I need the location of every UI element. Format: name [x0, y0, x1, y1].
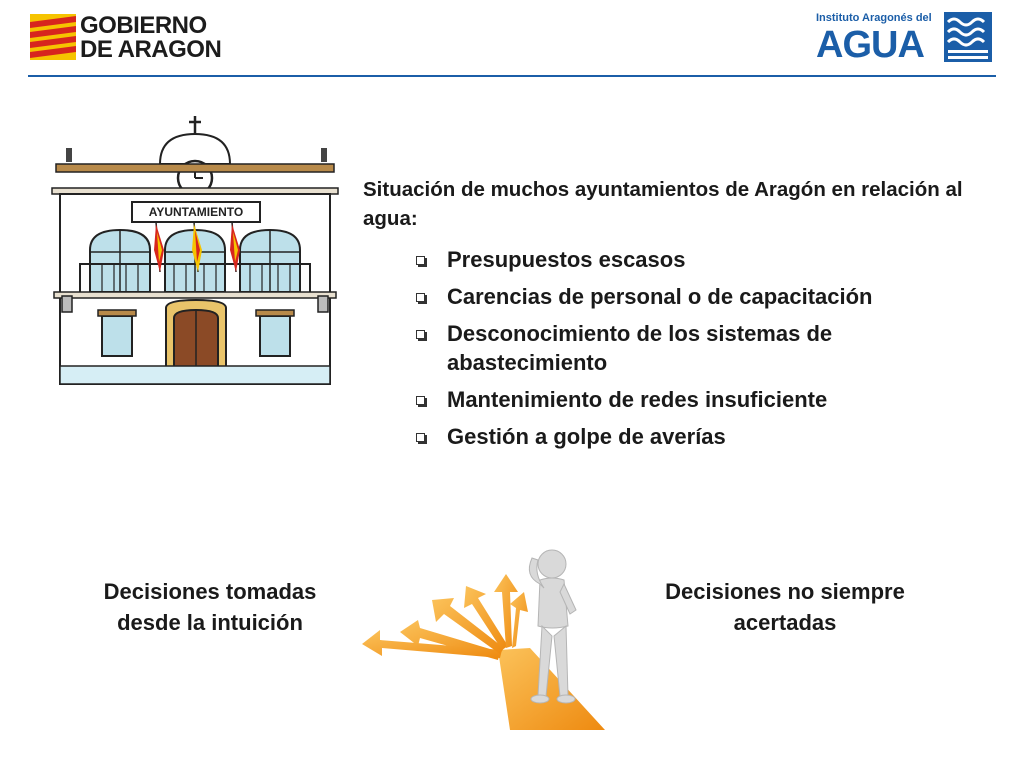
list-item-text: Carencias de personal o de capacitación — [447, 284, 873, 309]
list-item — [410, 282, 990, 311]
checkbox-bullet-icon — [416, 433, 425, 442]
list-item-text: Mantenimiento de redes insuficiente — [447, 387, 828, 412]
list-item-text: Presupuestos escasos — [447, 247, 686, 272]
instituto-agua-logo — [816, 12, 992, 66]
agua-logo-subtitle: Instituto Aragonés del — [816, 12, 932, 24]
decision-illustration — [360, 540, 610, 740]
thinking-person-icon — [510, 546, 590, 706]
checkbox-bullet-icon — [416, 330, 425, 339]
header-divider — [28, 75, 996, 77]
gobierno-logo-text — [80, 14, 221, 62]
water-waves-icon — [944, 12, 992, 62]
checkbox-bullet-icon — [416, 396, 425, 405]
gobierno-logo-line1: GOBIERNO — [80, 12, 207, 39]
caption-outcome: Decisiones no siempre acertadas — [665, 579, 905, 635]
list-item-text: Gestión a golpe de averías — [447, 424, 726, 449]
list-item — [410, 319, 990, 377]
checkbox-bullet-icon — [416, 293, 425, 302]
problem-list — [410, 245, 990, 459]
list-item — [410, 422, 990, 451]
building-sign: AYUNTAMIENTO — [148, 205, 244, 219]
list-item — [410, 245, 990, 274]
gobierno-aragon-logo — [30, 14, 240, 64]
town-hall-icon — [50, 112, 340, 390]
list-item — [410, 385, 990, 414]
intro-text: Situación de muchos ayuntamientos de Aragón en relación al agua: — [363, 178, 963, 230]
gobierno-logo-line2: DE ARAGON — [80, 36, 222, 63]
checkbox-bullet-icon — [416, 256, 425, 265]
agua-logo-title: AGUA — [816, 24, 924, 66]
caption-intuition: Decisiones tomadas desde la intuición — [103, 579, 317, 635]
list-item-text: Desconocimiento de los sistemas de abastecimiento — [447, 321, 833, 375]
aragon-flag-icon — [30, 14, 76, 60]
ayuntamiento-illustration — [50, 112, 340, 395]
